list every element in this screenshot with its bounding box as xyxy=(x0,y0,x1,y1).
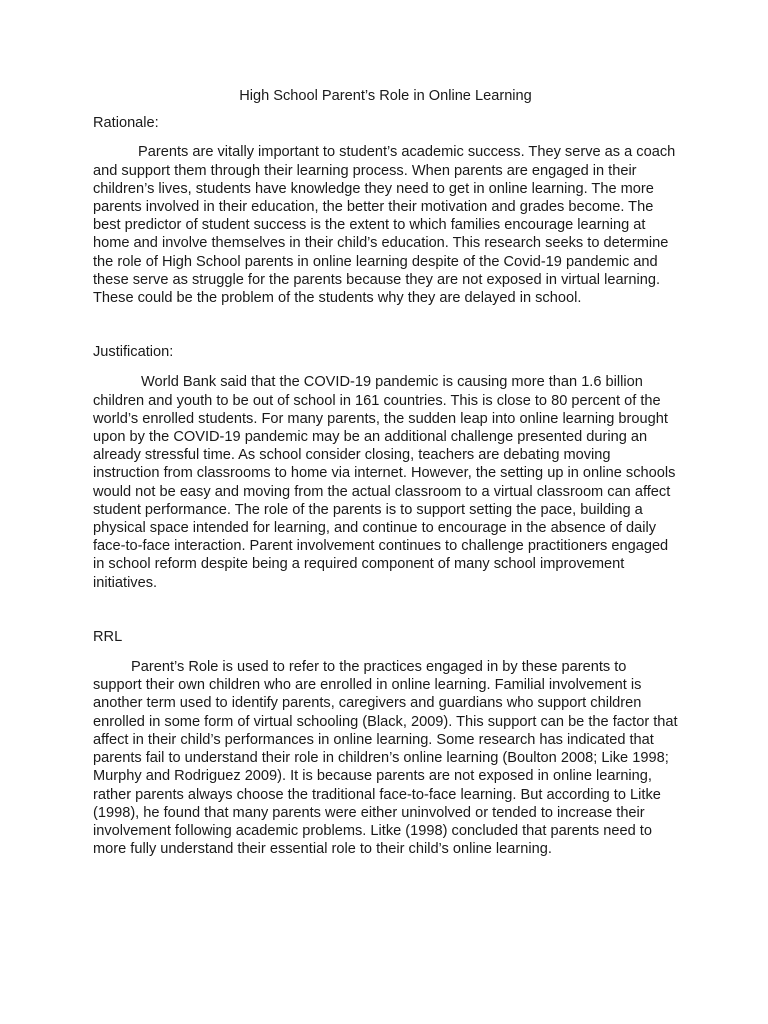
paragraph-rrl xyxy=(93,658,678,858)
spacer xyxy=(93,132,678,143)
spacer xyxy=(93,592,678,628)
document-title: High School Parent’s Role in Online Learning xyxy=(239,88,532,104)
section-heading-justification: Justification: xyxy=(93,344,174,361)
paragraph-rrl-text: Parent’s Role is used to refer to the practices engaged in by these parents to support their own children who are enrolled in online learning. Familial involvement is another term used to identify parents, caregivers and guardians who support children enrolled in some form of virtual schooling (Black, 2009). This support can be the factor that affect in their child’s performances in online learning. Some research has indicated that parents fail to understand their role in children’s online learning (Boulton 2008; Like 1998; Murphy and Rodriguez 2009). It is because parents are not exposed in online learning, rather parents always choose the traditional face-to-face learning. But according to Litke (1998), he found that many parents were either uninvolved or tended to increase their involvement following academic problems. Litke (1998) concluded that parents need to more fully understand their essential role to their child’s online learning. xyxy=(93,659,678,858)
document-content xyxy=(93,87,678,858)
spacer xyxy=(93,361,678,373)
paragraph-justification xyxy=(93,373,678,591)
section-heading-rationale: Rationale: xyxy=(93,115,159,132)
section-heading-rrl: RRL xyxy=(93,628,123,645)
spacer xyxy=(93,646,678,658)
paragraph-rationale xyxy=(93,143,678,307)
paragraph-justification-text: World Bank said that the COVID-19 pandemic is causing more than 1.6 billion children and youth to be out of school in 161 countries. This is close to 80 percent of the world’s enrolled students. For many parents, the sudden leap into online learning brought upon by the COVID-19 pandemic may be an additional challenge presented during an already stressful time. As school consider closing, teachers are debating moving instruction from classrooms to home via internet. However, the setting up in online schools would not be easy and moving from the actual classroom to a virtual classroom can affect student performance. The role of the parents is to support setting the pace, building a physical space intended for learning, and continue to encourage in the absence of daily face-to-face interaction. Parent involvement continues to challenge practitioners engaged in school reform despite being a required component of many school improvement initiatives. xyxy=(93,374,676,591)
spacer xyxy=(93,307,678,343)
paragraph-rationale-text: Parents are vitally important to student’s academic success. They serve as a coach and support them through their learning process. When parents are engaged in their children’s lives, students have knowledge they need to get in online learning. The more parents involved in their education, the better their motivation and grades become. The best predictor of student success is the extent to which families encourage learning at home and involve themselves in their child’s education. This research seeks to determine the role of High School parents in online learning despite of the Covid-19 pandemic and these serve as struggle for the parents because they are not exposed in virtual learning. These could be the problem of the students why they are delayed in school. xyxy=(93,144,676,307)
